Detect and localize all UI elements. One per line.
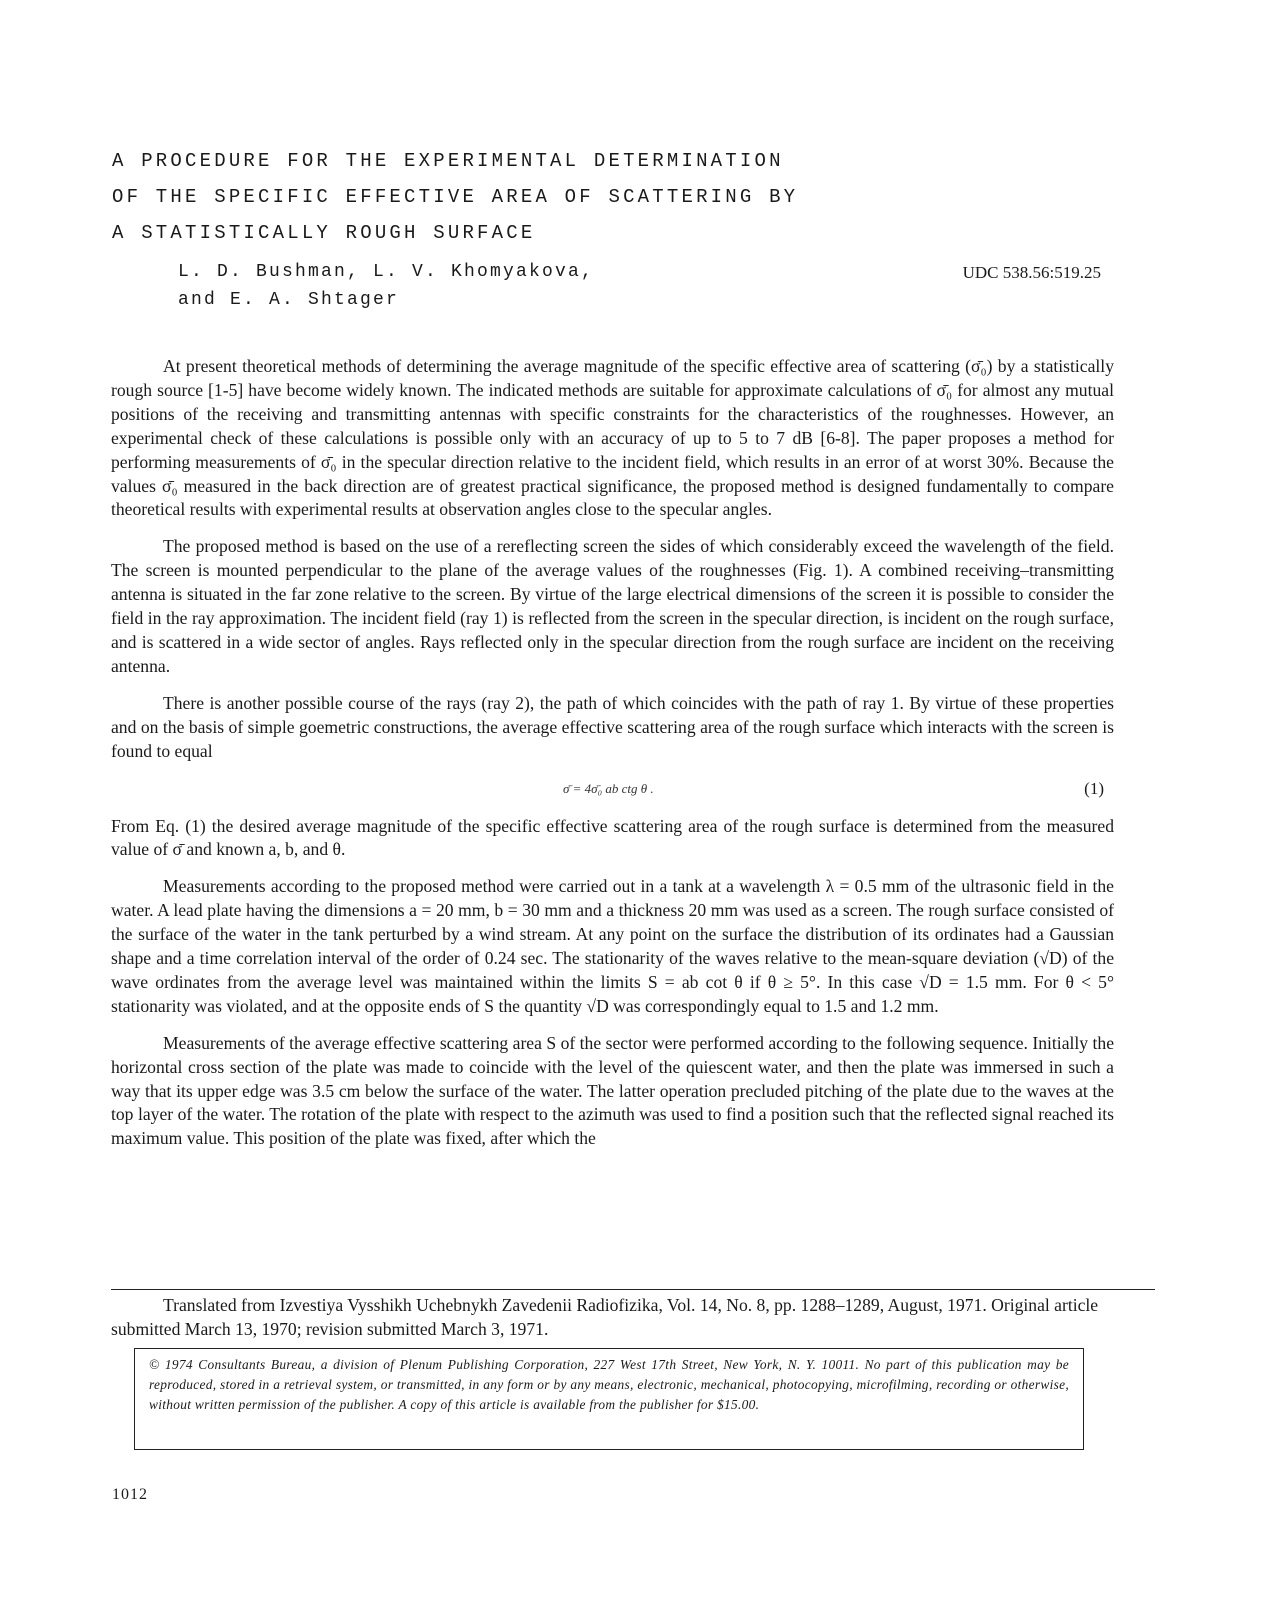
copyright-box: © 1974 Consultants Bureau, a division of Plenum Publishing Corporation, 227 West 17th Street, New York, N. Y. 10011. No part of this publication may be reproduced, stored in a retrieval system, or transmitted, in any form or by any means, electronic, mechanical, photocopying, microfilming, recording or otherwise, without written permission of the publisher. A copy of this article is available from the publisher for $15.00.	[134, 1348, 1084, 1450]
title-line-2: OF THE SPECIFIC EFFECTIVE AREA OF SCATTERING BY	[112, 186, 799, 208]
paragraph-6: Measurements of the average effective scattering area S of the sector were performed according to the following sequence. Initially the horizontal cross section of the plate was made to coincide with the level of the quiescent water, and then the plate was immersed in such a way that its upper edge was 3.5 cm below the surface of the water. The latter operation precluded pitching of the plate due to the waves at the top layer of the water. The rotation of the plate with respect to the azimuth was used to find a position such that the reflected signal reached its maximum value. This position of the plate was fixed, after which the	[111, 1032, 1114, 1149]
authors-line-2: and E. A. Shtager	[178, 290, 400, 310]
title-line-3: A STATISTICALLY ROUGH SURFACE	[112, 222, 536, 244]
paragraph-3: There is another possible course of the rays (ray 2), the path of which coincides with the path of ray 1. By virtue of these properties and on the basis of simple goemetric constructions, the average effective scattering area of the rough surface which interacts with the screen is found to equal	[111, 692, 1114, 761]
equation-text: σ̄ = 4σ̄₀ ab ctg θ .	[563, 780, 654, 796]
paragraph-2: The proposed method is based on the use of a rereflecting screen the sides of which considerably exceed the wavelength of the field. The screen is mounted perpendicular to the plane of the average values of the roughnesses (Fig. 1). A combined receiving–transmitting antenna is situated in the far zone relative to the screen. By virtue of the large electrical dimensions of the screen it is possible to consider the field in the ray approximation. The incident field (ray 1) is reflected from the screen in the specular direction, is incident on the rough surface, and is scattered in a wide sector of angles. Rays reflected only in the specular direction from the rough surface are incident on the receiving antenna.	[111, 536, 1114, 676]
paragraph-5: Measurements according to the proposed method were carried out in a tank at a wavelength λ = 0.5 mm of the ultrasonic field in the water. A lead plate having the dimensions a = 20 mm, b = 30 mm and a thickness 20 mm was used as a screen. The rough surface consisted of the surface of the water in the tank perturbed by a wind stream. At any point on the surface the distribution of its ordinates had a Gaussian shape and a time correlation interval of the order of 0.24 sec. The stationarity of the waves relative to the mean-square deviation (√D) of the wave ordinates from the average level was maintained within the limits S = ab cot θ if θ ≥ 5°. In this case √D = 1.5 mm. For θ < 5° stationarity was violated, and at the opposite ends of S the quantity √D was correspondingly equal to 1.5 and 1.2 mm.	[111, 876, 1114, 1016]
equation-number: (1)	[1084, 778, 1104, 798]
article-body	[111, 355, 1114, 1164]
author-list	[178, 258, 594, 314]
title-line-1: A PROCEDURE FOR THE EXPERIMENTAL DETERMINATION	[112, 150, 784, 172]
translation-note: Translated from Izvestiya Vysshikh Uchebnykh Zavedenii Radiofizika, Vol. 14, No. 8, pp. 1288–1289, August, 1971. Original article submitted March 13, 1970; revision submitted March 3, 1971.	[111, 1295, 1099, 1339]
footnote-divider	[111, 1289, 1155, 1290]
page-number: 1012	[112, 1486, 148, 1503]
udc-code: UDC 538.56:519.25	[962, 263, 1101, 282]
article-title	[112, 143, 1012, 251]
paragraph-1: At present theoretical methods of determining the average magnitude of the specific effective area of scattering (σ̄₀) by a statistically rough source [1-5] have become widely known. The indicated methods are suitable for approximate calculations of σ̄₀ for almost any mutual positions of the receiving and transmitting antennas with specific constraints for the characteristics of the roughnesses. However, an experimental check of these calculations is possible only with an accuracy of up to 5 to 7 dB [6-8]. The paper proposes a method for performing measurements of σ̄₀ in the specular direction relative to the incident field, which results in an error of at worst 30%. Because the values σ̄₀ measured in the back direction are of greatest practical significance, the proposed method is designed fundamentally to compare theoretical results with experimental results at observation angles close to the specular angles.	[111, 356, 1114, 520]
authors-line-1: L. D. Bushman, L. V. Khomyakova,	[178, 262, 595, 282]
paragraph-4: From Eq. (1) the desired average magnitude of the specific effective scattering area of the rough surface is determined from the measured value of σ̄ and known a, b, and θ.	[111, 815, 1114, 860]
equation-1	[111, 775, 1114, 807]
